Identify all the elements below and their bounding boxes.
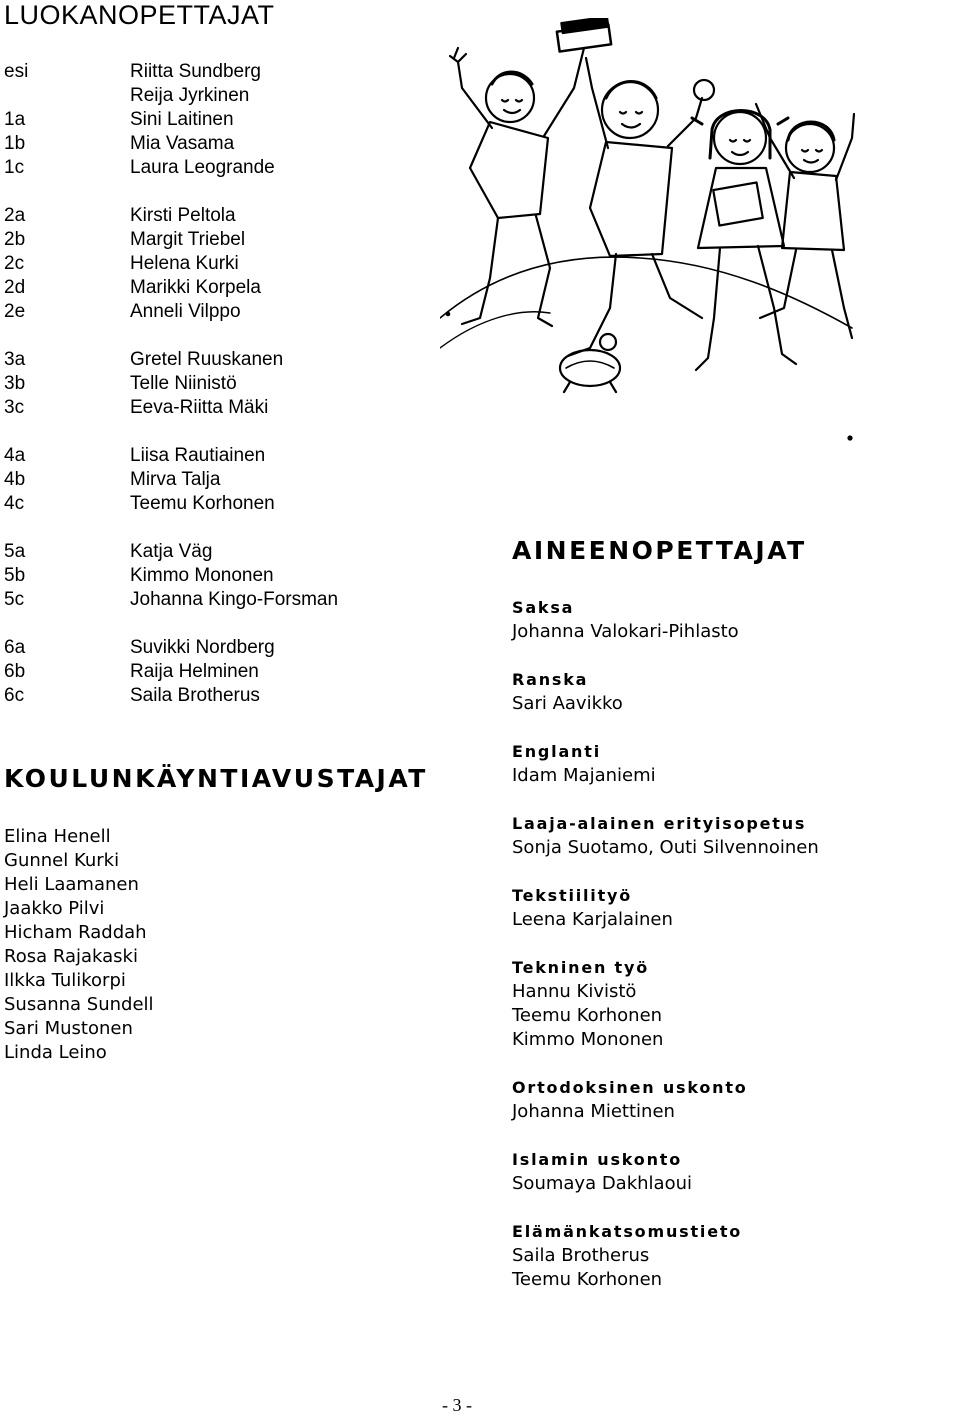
teacher-name: Suvikki Nordberg [130, 637, 275, 658]
subject-teacher: Sonja Suotamo, Outi Silvennoinen [512, 837, 819, 858]
class-row [4, 636, 338, 660]
subject-label: Elämänkatsomustieto [512, 1222, 743, 1241]
aide-name: Hicham Raddah [4, 922, 147, 943]
subject-teacher: Saila Brotherus [512, 1245, 650, 1266]
page-number: - 3 - [442, 1395, 472, 1415]
teacher-name: Margit Triebel [130, 229, 246, 250]
class-row [4, 468, 338, 492]
subject-label: Tekninen työ [512, 958, 650, 977]
class-row [4, 396, 338, 420]
teacher-name: Johanna Kingo-Forsman [130, 589, 339, 610]
teacher-name: Anneli Vilppo [130, 301, 241, 322]
subject-teacher: Soumaya Dakhlaoui [512, 1173, 692, 1194]
class-code: 4a [4, 445, 26, 466]
class-code: 3b [4, 373, 26, 394]
class-code: 2a [4, 205, 26, 226]
subject-teacher: Teemu Korhonen [512, 1269, 663, 1290]
class-code: 1b [4, 133, 26, 154]
class-row [4, 60, 338, 84]
class-row [4, 348, 338, 372]
teacher-name: Sini Laitinen [130, 109, 234, 130]
teacher-name: Teemu Korhonen [130, 493, 275, 514]
class-row [4, 204, 338, 228]
class-teacher-list [4, 60, 338, 708]
subject-group [512, 1076, 819, 1124]
class-row [4, 540, 338, 564]
subject-teacher: Kimmo Mononen [512, 1029, 664, 1050]
teacher-name: Saila Brotherus [130, 685, 260, 706]
subject-teacher: Idam Majaniemi [512, 765, 656, 786]
subject-group [512, 956, 819, 1052]
subject-label: Saksa [512, 598, 575, 617]
subject-label: Islamin uskonto [512, 1150, 683, 1169]
class-row [4, 564, 338, 588]
subject-teacher: Johanna Miettinen [512, 1101, 675, 1122]
class-row [4, 276, 338, 300]
class-code: 2d [4, 277, 26, 298]
subject-group [512, 1148, 819, 1196]
subject-group [512, 596, 819, 644]
subject-label: Englanti [512, 742, 601, 761]
class-row [4, 156, 338, 180]
teacher-name: Helena Kurki [130, 253, 239, 274]
aide-name: Jaakko Pilvi [4, 898, 105, 919]
teacher-name: Liisa Rautiainen [130, 445, 266, 466]
class-row [4, 252, 338, 276]
subject-teacher: Leena Karjalainen [512, 909, 673, 930]
class-code: esi [4, 61, 29, 82]
class-code: 2c [4, 253, 25, 274]
aide-name: Elina Henell [4, 826, 111, 847]
class-code: 2e [4, 301, 26, 322]
class-row [4, 372, 338, 396]
subject-teacher: Sari Aavikko [512, 693, 623, 714]
teacher-name: Mirva Talja [130, 469, 221, 490]
teacher-name: Marikki Korpela [130, 277, 261, 298]
aide-name: Linda Leino [4, 1042, 107, 1063]
teacher-name: Laura Leogrande [130, 157, 275, 178]
aide-name: Rosa Rajakaski [4, 946, 138, 967]
class-row [4, 660, 338, 684]
aide-name: Heli Laamanen [4, 874, 139, 895]
class-code: 5b [4, 565, 26, 586]
subject-teacher: Teemu Korhonen [512, 1005, 663, 1026]
subject-group [512, 812, 819, 860]
class-code: 1c [4, 157, 25, 178]
subject-label: Tekstiilityö [512, 886, 633, 905]
class-code: 5c [4, 589, 25, 610]
class-code: 6c [4, 685, 25, 706]
subject-group [512, 668, 819, 716]
class-row [4, 684, 338, 708]
class-code: 3c [4, 397, 25, 418]
class-code: 4b [4, 469, 26, 490]
class-row [4, 300, 338, 324]
subject-teachers-list [512, 596, 819, 1316]
class-code: 3a [4, 349, 26, 370]
aide-name: Ilkka Tulikorpi [4, 970, 126, 991]
teacher-name: Kirsti Peltola [130, 205, 236, 226]
subject-teacher: Hannu Kivistö [512, 981, 637, 1002]
teacher-name: Kimmo Mononen [130, 565, 274, 586]
class-row [4, 132, 338, 156]
class-code [4, 84, 130, 108]
page-title: LUOKANOPETTAJAT [4, 0, 275, 30]
teacher-name: Mia Vasama [130, 133, 235, 154]
aide-name: Susanna Sundell [4, 994, 154, 1015]
teacher-name: Riitta Sundberg [130, 61, 261, 82]
class-code: 4c [4, 493, 25, 514]
aides-heading: KOULUNKÄYNTIAVUSTAJAT [4, 764, 428, 793]
children-illustration [440, 18, 860, 448]
teacher-name: Eeva-Riitta Mäki [130, 397, 269, 418]
class-row [4, 84, 338, 108]
subject-label: Ortodoksinen uskonto [512, 1078, 748, 1097]
class-code: 2b [4, 229, 26, 250]
aide-name: Gunnel Kurki [4, 850, 120, 871]
class-row [4, 444, 338, 468]
class-code: 1a [4, 109, 26, 130]
class-row [4, 492, 338, 516]
teacher-name: Telle Niinistö [130, 373, 237, 394]
aide-name: Sari Mustonen [4, 1018, 133, 1039]
class-code: 5a [4, 541, 26, 562]
subject-group [512, 740, 819, 788]
teacher-name: Reija Jyrkinen [130, 85, 250, 106]
class-row [4, 228, 338, 252]
class-code: 6b [4, 661, 26, 682]
subject-group [512, 1220, 819, 1292]
subject-label: Ranska [512, 670, 589, 689]
subject-teacher: Johanna Valokari-Pihlasto [512, 621, 739, 642]
subject-group [512, 884, 819, 932]
teacher-name: Gretel Ruuskanen [130, 349, 284, 370]
subject-label: Laaja-alainen erityisopetus [512, 814, 807, 833]
class-code: 6a [4, 637, 26, 658]
class-row [4, 588, 338, 612]
teacher-name: Raija Helminen [130, 661, 259, 682]
class-row [4, 108, 338, 132]
teacher-name: Katja Väg [130, 541, 213, 562]
aides-list [4, 825, 154, 1065]
subject-teachers-heading: AINEENOPETTAJAT [512, 536, 807, 565]
